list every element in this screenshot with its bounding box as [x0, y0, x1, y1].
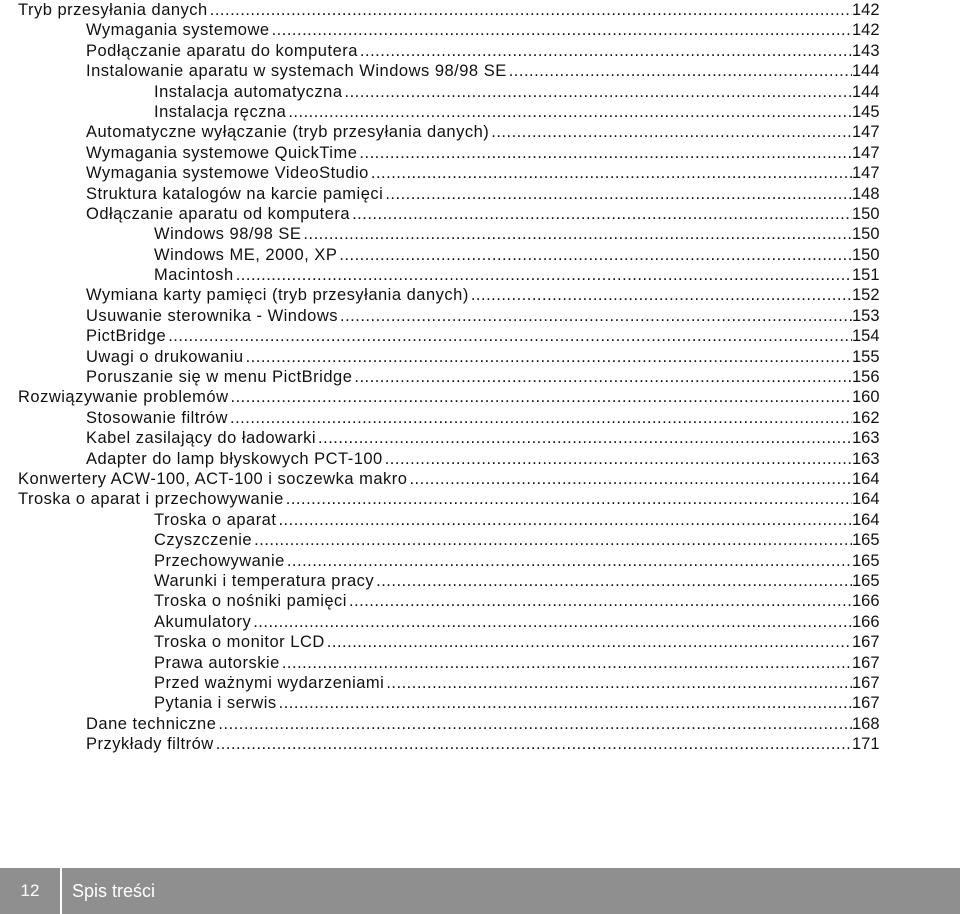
toc-entry-title: Troska o aparat [154, 510, 277, 529]
toc-entry-title: Troska o nośniki pamięci [154, 592, 347, 611]
toc-entry-page: 150 [852, 224, 884, 244]
toc-entry-page: 156 [852, 367, 884, 387]
toc-entry[interactable] [0, 0, 884, 20]
toc-entry-title: Przed ważnymi wydarzeniami [154, 673, 385, 692]
toc-entry-title: Uwagi o drukowaniu [86, 347, 244, 366]
toc-leader-dots [0, 489, 852, 509]
toc-entry-page: 154 [852, 326, 884, 346]
toc-entry[interactable] [0, 143, 884, 163]
toc-leader-dots [0, 122, 852, 142]
toc-leader-dots [0, 102, 852, 122]
toc-entry-page: 145 [852, 102, 884, 122]
toc-leader-dots [0, 20, 852, 40]
toc-entry-title: Wymagania systemowe [86, 21, 270, 40]
toc-entry[interactable] [0, 489, 884, 509]
toc-entry-title: Macintosh [154, 266, 234, 285]
toc-leader-dots [0, 326, 852, 346]
toc-entry[interactable] [0, 20, 884, 40]
toc-entry-title: Tryb przesyłania danych [18, 1, 208, 19]
toc-entry-title: Adapter do lamp błyskowych PCT-100 [86, 449, 383, 468]
toc-entry-page: 152 [852, 285, 884, 305]
toc-entry-page: 147 [852, 163, 884, 183]
toc-leader-dots [0, 61, 852, 81]
toc-entry[interactable] [0, 469, 884, 489]
toc-leader-dots [0, 224, 852, 244]
toc-entry[interactable] [0, 306, 884, 326]
toc-entry[interactable] [0, 184, 884, 204]
toc-leader-dots [0, 347, 852, 367]
toc-leader-dots [0, 449, 852, 469]
toc-leader-dots [0, 285, 852, 305]
toc-entry[interactable] [0, 428, 884, 448]
toc-entry-title: Automatyczne wyłączanie (tryb przesyłania danych) [86, 123, 490, 142]
toc-entry-title: Poruszanie się w menu PictBridge [86, 368, 353, 387]
toc-entry-page: 147 [852, 143, 884, 163]
toc-entry[interactable] [0, 571, 884, 591]
toc-entry-title: Odłączanie aparatu od komputera [86, 204, 351, 223]
toc-leader-dots [0, 571, 852, 591]
toc-entry-page: 166 [852, 612, 884, 632]
toc-entry-page: 151 [852, 265, 884, 285]
toc-leader-dots [0, 265, 852, 285]
toc-entry[interactable] [0, 591, 884, 611]
toc-entry-title: Przykłady filtrów [86, 735, 214, 754]
toc-entry-title: Warunki i temperatura pracy [154, 571, 375, 590]
toc-entry-title: PictBridge [86, 327, 167, 346]
toc-entry[interactable] [0, 265, 884, 285]
toc-entry[interactable] [0, 367, 884, 387]
toc-leader-dots [0, 204, 852, 224]
toc-entry-title: Instalowanie aparatu w systemach Windows 98/98 SE [86, 62, 507, 81]
toc-entry-title: Akumulatory [154, 612, 252, 631]
toc-entry-page: 144 [852, 61, 884, 81]
toc-leader-dots [0, 245, 852, 265]
toc-entry[interactable] [0, 347, 884, 367]
toc-leader-dots [0, 428, 852, 448]
toc-entry[interactable] [0, 673, 884, 693]
toc-leader-dots [0, 734, 852, 754]
toc-entry-page: 155 [852, 347, 884, 367]
toc-entry[interactable] [0, 510, 884, 530]
toc-leader-dots [0, 653, 852, 673]
toc-leader-dots [0, 530, 852, 550]
toc-leader-dots [0, 510, 852, 530]
toc-entry[interactable] [0, 122, 884, 142]
toc-entry[interactable] [0, 612, 884, 632]
toc-entry-page: 144 [852, 82, 884, 102]
toc-entry-title: Podłączanie aparatu do komputera [86, 41, 358, 60]
toc-entry[interactable] [0, 408, 884, 428]
toc-entry-title: Usuwanie sterownika - Windows [86, 306, 339, 325]
toc-entry-title: Windows 98/98 SE [154, 225, 302, 244]
toc-entry-page: 148 [852, 184, 884, 204]
toc-leader-dots [0, 184, 852, 204]
toc-entry-title: Troska o aparat i przechowywanie [18, 490, 284, 509]
toc-entry-page: 162 [852, 408, 884, 428]
toc-leader-dots [0, 41, 852, 61]
toc-entry[interactable] [0, 326, 884, 346]
toc-leader-dots [0, 367, 852, 387]
toc-leader-dots [0, 408, 852, 428]
toc-entry-title: Stosowanie filtrów [86, 408, 228, 427]
toc-entry-title: Troska o monitor LCD [154, 633, 325, 652]
toc-entry-page: 153 [852, 306, 884, 326]
toc-entry-title: Wymagania systemowe VideoStudio [86, 164, 369, 183]
toc-entry-title: Czyszczenie [154, 531, 253, 550]
toc-leader-dots [0, 82, 852, 102]
toc-entry[interactable] [0, 204, 884, 224]
toc-entry[interactable] [0, 530, 884, 550]
toc-entry-page: 165 [852, 571, 884, 591]
toc-entry-title: Kabel zasilający do ładowarki [86, 429, 317, 448]
toc-entry[interactable] [0, 551, 884, 571]
toc-entry-title: Pytania i serwis [154, 694, 277, 713]
toc-entry-page: 142 [852, 20, 884, 40]
toc-entry-page: 163 [852, 449, 884, 469]
toc-leader-dots [0, 306, 852, 326]
toc-entry-title: Dane techniczne [86, 714, 217, 733]
toc-leader-dots [0, 387, 852, 407]
toc-leader-dots [0, 0, 852, 20]
toc-entry-page: 165 [852, 551, 884, 571]
toc-entry-page: 147 [852, 122, 884, 142]
footer-divider [60, 868, 62, 914]
toc-entry[interactable] [0, 245, 884, 265]
toc-entry-page: 171 [852, 734, 884, 754]
toc-entry[interactable] [0, 693, 884, 713]
footer-page-number: 12 [20, 881, 40, 900]
toc-entry-title: Instalacja ręczna [154, 102, 287, 121]
toc-leader-dots [0, 632, 852, 652]
toc-entry-page: 142 [852, 0, 884, 20]
toc-entry[interactable] [0, 82, 884, 102]
toc-entry-title: Przechowywanie [154, 551, 285, 570]
toc-entry[interactable] [0, 224, 884, 244]
page-footer [0, 868, 960, 914]
toc-entry-title: Struktura katalogów na karcie pamięci [86, 184, 384, 203]
toc-entry-page: 150 [852, 245, 884, 265]
toc-entry-page: 167 [852, 693, 884, 713]
toc-entry-page: 166 [852, 591, 884, 611]
toc-leader-dots [0, 591, 852, 611]
toc-entry-page: 150 [852, 204, 884, 224]
toc-leader-dots [0, 469, 852, 489]
toc-entry-page: 164 [852, 469, 884, 489]
toc-entry-title: Wymiana karty pamięci (tryb przesyłania danych) [86, 286, 469, 305]
toc-entry[interactable] [0, 632, 884, 652]
toc-entry-page: 143 [852, 41, 884, 61]
toc-entry-title: Wymagania systemowe QuickTime [86, 143, 358, 162]
toc-entry-title: Prawa autorskie [154, 653, 280, 672]
toc-entry[interactable] [0, 387, 884, 407]
toc-entry[interactable] [0, 734, 884, 754]
toc-entry-page: 167 [852, 653, 884, 673]
toc-leader-dots [0, 612, 852, 632]
toc-leader-dots [0, 163, 852, 183]
toc-entry-page: 167 [852, 673, 884, 693]
toc-entry[interactable] [0, 163, 884, 183]
toc-entry[interactable] [0, 285, 884, 305]
toc-entry-title: Instalacja automatyczna [154, 82, 343, 101]
toc-entry[interactable] [0, 449, 884, 469]
toc-leader-dots [0, 143, 852, 163]
toc-leader-dots [0, 714, 852, 734]
footer-section-title: Spis treści [72, 881, 156, 901]
toc-entry[interactable] [0, 41, 884, 61]
toc-leader-dots [0, 673, 852, 693]
toc-entry-title: Rozwiązywanie problemów [18, 388, 229, 407]
toc-leader-dots [0, 693, 852, 713]
toc-entry-page: 167 [852, 632, 884, 652]
toc-entry-page: 163 [852, 428, 884, 448]
toc-entry[interactable] [0, 102, 884, 122]
toc-entry-page: 164 [852, 510, 884, 530]
toc-entry-page: 160 [852, 387, 884, 407]
toc-entry-page: 165 [852, 530, 884, 550]
toc-entry[interactable] [0, 61, 884, 81]
toc-entry-title: Windows ME, 2000, XP [154, 245, 338, 264]
toc-leader-dots [0, 551, 852, 571]
toc-entry[interactable] [0, 653, 884, 673]
toc-entry-title: Konwertery ACW-100, ACT-100 i soczewka makro [18, 469, 408, 488]
toc-entry[interactable] [0, 714, 884, 734]
toc-entry-page: 168 [852, 714, 884, 734]
toc-entry-page: 164 [852, 489, 884, 509]
